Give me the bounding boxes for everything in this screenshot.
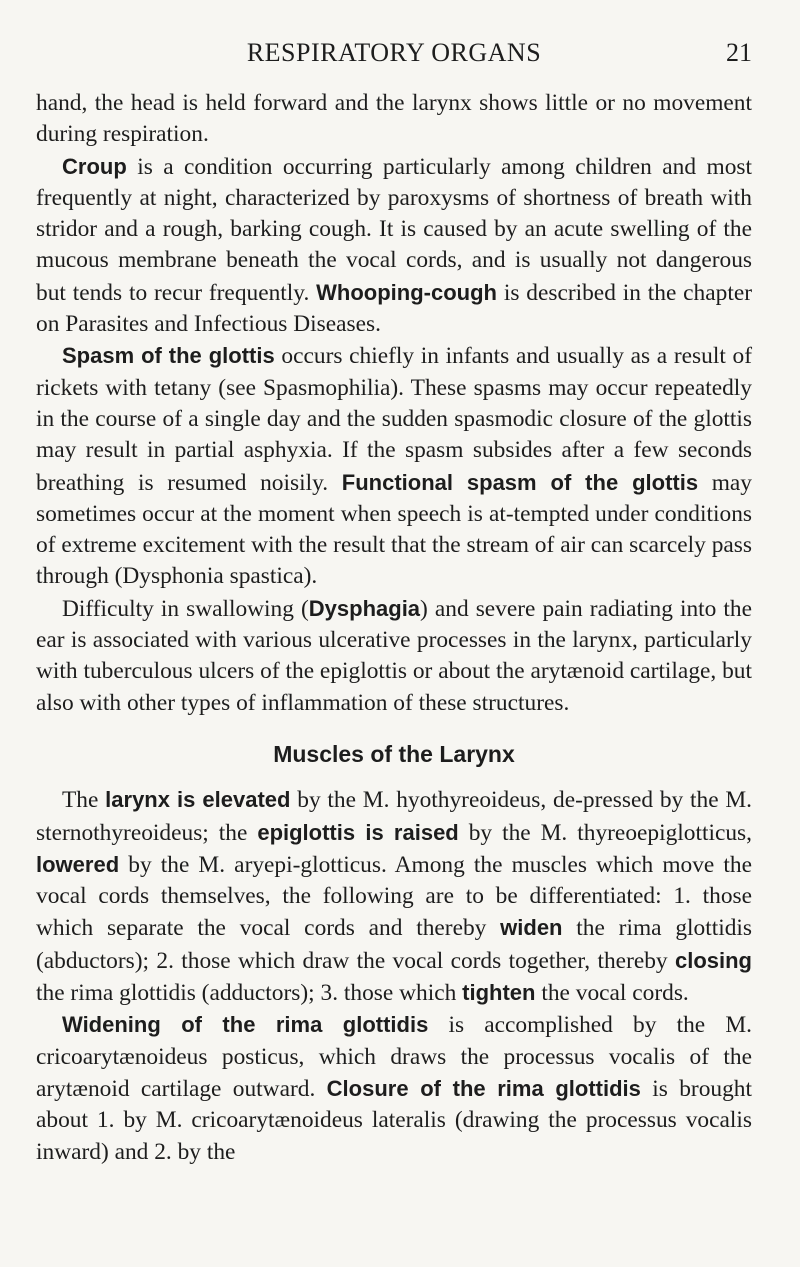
text-span: may sometimes occur at the moment when speech is at-tempted under conditions of extreme excitement with the result that the stream of air can scarcely pass through (Dysphonia spastica). xyxy=(36,469,752,590)
page-number: 21 xyxy=(726,38,752,67)
term-closure-rima: Closure of the rima glottidis xyxy=(326,1075,641,1101)
term-functional-spasm: Functional spasm of the glottis xyxy=(341,469,699,495)
term-widen: widen xyxy=(500,915,563,941)
paragraph-dysphagia xyxy=(36,593,752,719)
text-span: is brought about 1. by M. cricoarytænoideus lateralis (drawing the processus vocalis inward) and 2. by the xyxy=(36,1075,752,1165)
text-span: by the M. aryepi-glotticus. Among the muscles which move the vocal cords themselves, the following are to be differentiated: 1. those which separate the vocal cords and thereby xyxy=(36,851,752,942)
text-span: is accomplished by the M. cricoarytænoideus posticus, which draws the processus vocalis of the arytænoid cartilage outward. xyxy=(36,1012,752,1102)
term-epiglottis-raised: epiglottis is raised xyxy=(257,819,459,845)
paragraph-spasm xyxy=(36,340,752,592)
text-span: The xyxy=(62,787,106,814)
term-whooping-cough: Whooping-cough xyxy=(316,279,497,305)
text-span: by the M. hyothyreoideus, de-pressed by the M. sternothyreoideus; the xyxy=(36,787,752,846)
text-span: is described in the chapter on Parasites and Infectious Diseases. xyxy=(36,279,753,338)
text-span: occurs chiefly in infants and usually as a result of rickets with tetany (see Spasmophilia). These spasms may occur repeatedly in the course of a single day and the sudden spasmodic closure of the glottis may result in partial asphyxia. If the spasm subsides after a few seconds breathing is resumed noisily. xyxy=(36,343,752,496)
paragraph-muscles xyxy=(36,784,752,1009)
running-title: RESPIRATORY ORGANS xyxy=(246,38,542,67)
term-larynx-elevated: larynx is elevated xyxy=(105,787,291,813)
term-croup: Croup xyxy=(62,153,127,179)
term-widening-rima: Widening of the rima glottidis xyxy=(62,1012,429,1038)
paragraph-widening xyxy=(36,1009,752,1167)
page-header xyxy=(36,38,752,72)
section-heading: Muscles of the Larynx xyxy=(273,740,515,767)
paragraph-croup xyxy=(36,151,752,341)
paragraph-1: hand, the head is held forward and the larynx shows little or no movement during respiration. xyxy=(36,90,752,148)
text-span: by the M. thyreoepiglotticus, xyxy=(458,819,752,846)
term-dysphagia: Dysphagia xyxy=(308,595,421,621)
term-closing: closing xyxy=(674,947,752,973)
term-spasm-glottis: Spasm of the glottis xyxy=(62,343,275,369)
text-span: the rima glottidis (abductors); 2. those which draw the vocal cords together, thereby xyxy=(36,915,753,974)
body-text xyxy=(36,88,752,1168)
text-span: Difficulty in swallowing ( xyxy=(62,595,309,622)
text-span: is a condition occurring particularly among children and most frequently at night, characterized by paroxysms of shortness of breath with stridor and a rough, barking cough. It is caused by an acute swelling of the mucous membrane beneath the vocal cords, and is usually not dangerous but tends to recur frequently. xyxy=(36,153,752,306)
text-span: the vocal cords. xyxy=(535,980,689,1007)
term-tighten: tighten xyxy=(462,980,536,1006)
text-span: the rima glottidis (adductors); 3. those which xyxy=(36,980,463,1007)
text-span: ) and severe pain radiating into the ear is associated with various ulcerative processes in the larynx, particularly with tuberculous ulcers of the epiglottis or about the arytænoid cartilage, but also with other types of inflammation of these structures. xyxy=(36,595,752,716)
term-lowered: lowered xyxy=(36,851,120,877)
